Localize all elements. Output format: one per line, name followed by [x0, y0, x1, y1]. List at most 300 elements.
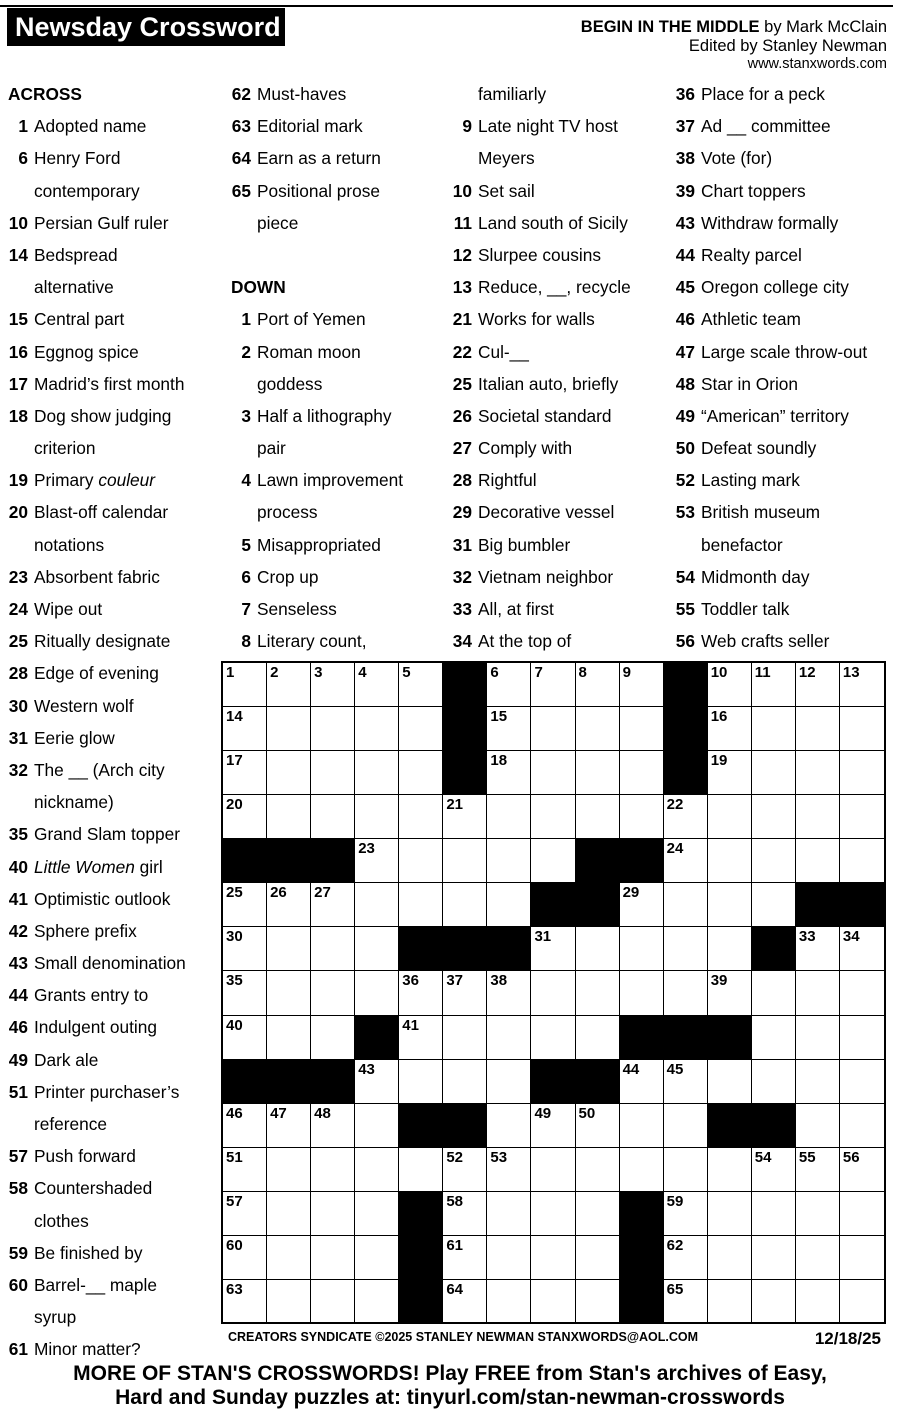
- grid-cell[interactable]: [355, 1060, 399, 1104]
- grid-cell[interactable]: [267, 927, 311, 971]
- grid-cell[interactable]: [620, 1060, 664, 1104]
- grid-cell[interactable]: [796, 927, 840, 971]
- grid-cell[interactable]: [708, 795, 752, 839]
- clue-text: [34, 239, 118, 271]
- grid-cell[interactable]: [399, 1060, 443, 1104]
- grid-cell[interactable]: [223, 927, 267, 971]
- clue-text: [34, 368, 184, 400]
- grid-cell[interactable]: [267, 883, 311, 927]
- clue-number: 7: [241, 599, 251, 619]
- clue-text: [478, 368, 618, 400]
- grid-cell[interactable]: [531, 751, 575, 795]
- grid-cell[interactable]: [840, 1148, 884, 1192]
- clue-text: [257, 400, 392, 432]
- black-square: [620, 1016, 664, 1060]
- grid-cell[interactable]: [443, 1016, 487, 1060]
- grid-cell[interactable]: [576, 751, 620, 795]
- section-heading: [8, 78, 82, 110]
- clue-text: [701, 336, 867, 368]
- grid-cell[interactable]: [796, 1060, 840, 1104]
- grid-cell[interactable]: [311, 751, 355, 795]
- grid-cell[interactable]: [267, 1236, 311, 1280]
- grid-cell[interactable]: [487, 1148, 531, 1192]
- cell-number: 48: [314, 1104, 331, 1122]
- black-square: [576, 839, 620, 883]
- grid-cell[interactable]: [840, 1016, 884, 1060]
- grid-cell[interactable]: [531, 971, 575, 1015]
- grid-cell[interactable]: [399, 751, 443, 795]
- clue-text-part: Star in Orion: [701, 373, 799, 394]
- clue-line: [231, 529, 381, 561]
- grid-cell[interactable]: [620, 751, 664, 795]
- clue-number: 62: [231, 84, 251, 104]
- grid-cell[interactable]: [664, 795, 708, 839]
- grid-cell[interactable]: [576, 1192, 620, 1236]
- grid-cell[interactable]: [840, 1280, 884, 1324]
- promo-line-2[interactable]: Hard and Sunday puzzles at: tinyurl.com/stan-newman-crosswords: [115, 1386, 785, 1409]
- grid-cell[interactable]: [664, 927, 708, 971]
- black-square: [399, 1236, 443, 1280]
- clue-line: [8, 625, 171, 657]
- black-square: [311, 839, 355, 883]
- grid-cell[interactable]: [267, 707, 311, 751]
- black-square: [620, 1192, 664, 1236]
- grid-cell[interactable]: [443, 1192, 487, 1236]
- clue-number: 28: [8, 663, 28, 684]
- grid-cell[interactable]: [487, 1192, 531, 1236]
- black-square: [708, 1016, 752, 1060]
- grid-cell[interactable]: [796, 1236, 840, 1280]
- clue-text: [701, 175, 806, 207]
- grid-cell[interactable]: [443, 1236, 487, 1280]
- grid-cell[interactable]: [664, 1060, 708, 1104]
- grid-cell[interactable]: [840, 1060, 884, 1104]
- grid-cell[interactable]: [796, 707, 840, 751]
- grid-cell[interactable]: [531, 927, 575, 971]
- grid-cell[interactable]: [708, 663, 752, 707]
- grid-cell[interactable]: [531, 839, 575, 883]
- clue-text-italic: Little Women: [34, 856, 135, 877]
- grid-cell[interactable]: [576, 927, 620, 971]
- cell-number: 61: [446, 1236, 464, 1254]
- grid-cell[interactable]: [311, 927, 355, 971]
- clue-text-part: Place for a peck: [701, 84, 825, 104]
- grid-cell[interactable]: [487, 707, 531, 751]
- grid-cell[interactable]: [708, 839, 752, 883]
- grid-cell[interactable]: [620, 883, 664, 927]
- grid-cell[interactable]: [708, 1148, 752, 1192]
- grid-cell[interactable]: [311, 1236, 355, 1280]
- grid-cell[interactable]: [355, 1280, 399, 1324]
- grid-cell[interactable]: [487, 1016, 531, 1060]
- clue-number: 37: [675, 116, 695, 137]
- cell-number: 19: [710, 752, 728, 770]
- grid-cell[interactable]: [752, 1016, 796, 1060]
- grid-cell[interactable]: [223, 1148, 267, 1192]
- grid-cell[interactable]: [443, 1148, 487, 1192]
- top-rule: [0, 5, 893, 7]
- grid-cell[interactable]: [796, 839, 840, 883]
- black-square: [664, 751, 708, 795]
- grid-cell[interactable]: [752, 1280, 796, 1324]
- grid-cell[interactable]: [355, 971, 399, 1015]
- grid-cell[interactable]: [708, 1280, 752, 1324]
- grid-cell[interactable]: [840, 663, 884, 707]
- clue-text-part: girl: [134, 856, 163, 877]
- clue-text-part: Land south of Sicily: [478, 212, 628, 233]
- cell-number: 47: [270, 1104, 287, 1122]
- grid-cell[interactable]: [752, 663, 796, 707]
- black-square: [355, 1016, 399, 1060]
- clue-number: 29: [452, 502, 472, 523]
- grid-cell[interactable]: [267, 971, 311, 1015]
- grid-cell[interactable]: [796, 663, 840, 707]
- clue-text: [701, 625, 829, 657]
- clue-line: [231, 110, 363, 142]
- grid-cell[interactable]: [664, 1236, 708, 1280]
- clue-number: 51: [8, 1081, 28, 1102]
- clue-text-part: Comply with: [478, 438, 573, 459]
- grid-cell[interactable]: [796, 1104, 840, 1148]
- grid-cell[interactable]: [311, 1104, 355, 1148]
- clue-text: [34, 432, 95, 464]
- grid-cell[interactable]: [487, 1280, 531, 1324]
- black-square: [443, 707, 487, 751]
- grid-cell[interactable]: [223, 883, 267, 927]
- grid-cell[interactable]: [840, 795, 884, 839]
- grid-cell[interactable]: [576, 707, 620, 751]
- grid-cell[interactable]: [399, 883, 443, 927]
- grid-cell[interactable]: [355, 1104, 399, 1148]
- cell-number: 24: [666, 840, 684, 858]
- grid-cell[interactable]: [664, 883, 708, 927]
- grid-cell[interactable]: [355, 927, 399, 971]
- grid-cell[interactable]: [223, 1192, 267, 1236]
- grid-cell[interactable]: [531, 707, 575, 751]
- clue-number: 60: [8, 1274, 28, 1295]
- grid-cell[interactable]: [576, 1236, 620, 1280]
- clue-column-1: [8, 78, 186, 1366]
- grid-cell[interactable]: [531, 1236, 575, 1280]
- grid-cell[interactable]: [576, 1016, 620, 1060]
- grid-cell[interactable]: [311, 707, 355, 751]
- clue-number: 39: [675, 180, 695, 201]
- grid-cell[interactable]: [399, 839, 443, 883]
- cell-number: 37: [446, 972, 464, 990]
- grid-cell[interactable]: [752, 1060, 796, 1104]
- grid-cell[interactable]: [708, 971, 752, 1015]
- grid-cell[interactable]: [752, 707, 796, 751]
- grid-cell[interactable]: [576, 971, 620, 1015]
- grid-cell[interactable]: [620, 795, 664, 839]
- clue-line: [8, 1205, 89, 1237]
- grid-cell[interactable]: [752, 971, 796, 1015]
- grid-cell[interactable]: [223, 1016, 267, 1060]
- grid-cell[interactable]: [796, 1016, 840, 1060]
- clue-text: [478, 464, 537, 496]
- grid-cell[interactable]: [840, 1104, 884, 1148]
- grid-cell[interactable]: [664, 839, 708, 883]
- grid-cell[interactable]: [399, 663, 443, 707]
- grid-cell[interactable]: [487, 883, 531, 927]
- grid-cell[interactable]: [355, 663, 399, 707]
- clue-text-part: Wipe out: [34, 599, 103, 619]
- clue-line: [231, 207, 299, 239]
- cell-number: 4: [358, 664, 367, 681]
- grid-cell[interactable]: [840, 707, 884, 751]
- grid-cell[interactable]: [399, 1148, 443, 1192]
- grid-cell[interactable]: [399, 1016, 443, 1060]
- grid-cell[interactable]: [620, 1148, 664, 1192]
- grid-cell[interactable]: [223, 751, 267, 795]
- clue-number: 34: [452, 631, 472, 652]
- grid-cell[interactable]: [664, 1104, 708, 1148]
- grid-cell[interactable]: [443, 1280, 487, 1324]
- grid-cell[interactable]: [531, 1192, 575, 1236]
- grid-cell[interactable]: [487, 971, 531, 1015]
- grid-cell[interactable]: [708, 707, 752, 751]
- cell-number: 64: [446, 1280, 464, 1298]
- grid-cell[interactable]: [267, 1148, 311, 1192]
- grid-cell[interactable]: [531, 1148, 575, 1192]
- grid-cell[interactable]: [796, 795, 840, 839]
- clue-text-part: Lawn improvement: [257, 470, 403, 491]
- editor-line: Edited by Stanley Newman: [688, 37, 887, 55]
- clue-text: [34, 1044, 98, 1076]
- grid-cell[interactable]: [355, 751, 399, 795]
- clue-text: [34, 1269, 157, 1301]
- grid-cell[interactable]: [311, 883, 355, 927]
- crossword-grid[interactable]: [221, 661, 886, 1324]
- clue-number: 45: [675, 277, 695, 298]
- grid-cell[interactable]: [355, 1236, 399, 1280]
- grid-cell[interactable]: [487, 663, 531, 707]
- grid-cell[interactable]: [620, 971, 664, 1015]
- clue-number: 9: [462, 116, 472, 137]
- clue-number: 2: [241, 341, 251, 362]
- clue-text-part: Vote (for): [701, 148, 773, 169]
- grid-cell[interactable]: [355, 1148, 399, 1192]
- grid-cell[interactable]: [664, 971, 708, 1015]
- clue-text-part: “American” territory: [701, 405, 849, 426]
- clue-text-part: Roman moon: [257, 341, 361, 362]
- grid-cell[interactable]: [752, 1148, 796, 1192]
- grid-cell[interactable]: [708, 1236, 752, 1280]
- grid-cell[interactable]: [443, 795, 487, 839]
- grid-cell[interactable]: [443, 839, 487, 883]
- grid-cell[interactable]: [708, 1060, 752, 1104]
- clue-text-part: Literary count,: [257, 631, 367, 652]
- grid-cell[interactable]: [443, 971, 487, 1015]
- cell-number: 52: [446, 1148, 464, 1166]
- clue-text: [34, 1076, 179, 1108]
- grid-cell[interactable]: [311, 1192, 355, 1236]
- grid-cell[interactable]: [267, 1280, 311, 1324]
- cell-number: 29: [622, 884, 640, 902]
- grid-cell[interactable]: [223, 1280, 267, 1324]
- grid-cell[interactable]: [487, 751, 531, 795]
- page-title: Newsday Crossword: [7, 8, 285, 46]
- clue-text: [478, 110, 618, 142]
- clue-number: 28: [452, 470, 472, 491]
- grid-cell[interactable]: [355, 839, 399, 883]
- clue-text: [478, 432, 572, 464]
- grid-cell[interactable]: [267, 795, 311, 839]
- clue-number: 59: [8, 1242, 28, 1263]
- clue-number: 61: [8, 1339, 28, 1360]
- clue-text: [34, 657, 159, 689]
- clue-text: [478, 175, 535, 207]
- grid-cell[interactable]: [487, 1236, 531, 1280]
- clue-line: [8, 1269, 157, 1301]
- grid-cell[interactable]: [267, 1192, 311, 1236]
- grid-cell[interactable]: [664, 1148, 708, 1192]
- cell-number: 33: [798, 928, 816, 946]
- grid-cell[interactable]: [796, 1148, 840, 1192]
- grid-cell[interactable]: [223, 795, 267, 839]
- grid-cell[interactable]: [267, 751, 311, 795]
- clue-text-part: Positional prose: [257, 180, 380, 201]
- clue-number: 41: [8, 888, 28, 909]
- black-square: [399, 1280, 443, 1324]
- grid-cell[interactable]: [840, 1192, 884, 1236]
- grid-cell[interactable]: [443, 1060, 487, 1104]
- clue-line: [8, 464, 156, 496]
- clue-text-part: Countershaded: [34, 1178, 153, 1199]
- grid-cell[interactable]: [620, 1104, 664, 1148]
- cell-number: 1: [226, 664, 235, 681]
- grid-cell[interactable]: [267, 1016, 311, 1060]
- grid-cell[interactable]: [708, 883, 752, 927]
- clue-number: 12: [452, 244, 472, 265]
- grid-cell[interactable]: [267, 663, 311, 707]
- grid-cell[interactable]: [752, 751, 796, 795]
- clue-line: [8, 142, 121, 174]
- black-square: [620, 1280, 664, 1324]
- clue-text-part: Half a lithography: [257, 405, 392, 426]
- clue-number: 1: [241, 309, 251, 330]
- grid-cell[interactable]: [752, 1236, 796, 1280]
- grid-cell[interactable]: [223, 707, 267, 751]
- clue-text: [478, 239, 601, 271]
- grid-cell[interactable]: [399, 795, 443, 839]
- grid-cell[interactable]: [531, 1016, 575, 1060]
- grid-cell[interactable]: [223, 1104, 267, 1148]
- grid-cell[interactable]: [355, 795, 399, 839]
- clue-text-part: benefactor: [701, 534, 783, 555]
- grid-cell[interactable]: [223, 971, 267, 1015]
- grid-cell[interactable]: [531, 663, 575, 707]
- grid-cell[interactable]: [399, 971, 443, 1015]
- grid-cell[interactable]: [752, 883, 796, 927]
- grid-cell[interactable]: [311, 663, 355, 707]
- grid-cell[interactable]: [620, 663, 664, 707]
- clue-text: [34, 1333, 141, 1365]
- clue-number: 43: [8, 953, 28, 974]
- grid-cell[interactable]: [708, 927, 752, 971]
- grid-cell[interactable]: [355, 883, 399, 927]
- grid-cell[interactable]: [752, 839, 796, 883]
- website-link[interactable]: www.stanxwords.com: [747, 56, 887, 72]
- grid-cell[interactable]: [311, 795, 355, 839]
- grid-cell[interactable]: [840, 751, 884, 795]
- grid-cell[interactable]: [620, 927, 664, 971]
- grid-cell[interactable]: [487, 1060, 531, 1104]
- grid-cell[interactable]: [796, 751, 840, 795]
- grid-cell[interactable]: [443, 883, 487, 927]
- clue-line: [231, 368, 323, 400]
- clue-text: [478, 303, 595, 335]
- clue-text-part: Persian Gulf ruler: [34, 212, 169, 233]
- clue-line: [8, 1076, 180, 1108]
- grid-cell[interactable]: [487, 1104, 531, 1148]
- grid-cell[interactable]: [487, 839, 531, 883]
- grid-cell[interactable]: [664, 1192, 708, 1236]
- grid-cell[interactable]: [311, 1148, 355, 1192]
- clue-text: [478, 625, 571, 657]
- grid-cell[interactable]: [664, 1280, 708, 1324]
- grid-cell[interactable]: [840, 927, 884, 971]
- clue-number: 49: [675, 405, 695, 426]
- grid-cell[interactable]: [840, 971, 884, 1015]
- grid-cell[interactable]: [355, 1192, 399, 1236]
- grid-cell[interactable]: [620, 707, 664, 751]
- clue-text: [34, 175, 140, 207]
- grid-cell[interactable]: [311, 1016, 355, 1060]
- grid-cell[interactable]: [355, 707, 399, 751]
- grid-cell[interactable]: [840, 839, 884, 883]
- grid-cell[interactable]: [399, 707, 443, 751]
- grid-cell[interactable]: [531, 1104, 575, 1148]
- clue-text: [257, 110, 363, 142]
- clue-text-part: Indulgent outing: [34, 1017, 157, 1038]
- grid-cell[interactable]: [531, 795, 575, 839]
- grid-cell[interactable]: [796, 1280, 840, 1324]
- grid-cell[interactable]: [796, 971, 840, 1015]
- grid-cell[interactable]: [708, 751, 752, 795]
- clue-number: 25: [452, 373, 472, 394]
- grid-cell[interactable]: [531, 1280, 575, 1324]
- grid-cell[interactable]: [311, 1280, 355, 1324]
- clue-text-part: Edge of evening: [34, 663, 159, 684]
- grid-cell[interactable]: [576, 1280, 620, 1324]
- grid-cell[interactable]: [796, 1192, 840, 1236]
- grid-cell[interactable]: [840, 1236, 884, 1280]
- black-square: [664, 1016, 708, 1060]
- grid-cell[interactable]: [223, 663, 267, 707]
- grid-cell[interactable]: [708, 1192, 752, 1236]
- grid-cell[interactable]: [752, 795, 796, 839]
- grid-cell[interactable]: [576, 1148, 620, 1192]
- black-square: [399, 1104, 443, 1148]
- grid-cell[interactable]: [311, 971, 355, 1015]
- grid-cell[interactable]: [752, 1192, 796, 1236]
- grid-cell[interactable]: [487, 795, 531, 839]
- grid-cell[interactable]: [576, 795, 620, 839]
- clue-number: 44: [675, 244, 695, 265]
- grid-cell[interactable]: [576, 663, 620, 707]
- grid-cell[interactable]: [223, 1236, 267, 1280]
- clue-text: [701, 400, 849, 432]
- clue-number: 44: [8, 985, 28, 1006]
- clue-line: [8, 1044, 99, 1076]
- cell-number: 15: [490, 708, 508, 726]
- clue-text-part: Madrid’s first month: [34, 373, 185, 394]
- grid-cell[interactable]: [576, 1104, 620, 1148]
- grid-cell[interactable]: [267, 1104, 311, 1148]
- clue-number: 26: [452, 405, 472, 426]
- clue-text: [257, 529, 381, 561]
